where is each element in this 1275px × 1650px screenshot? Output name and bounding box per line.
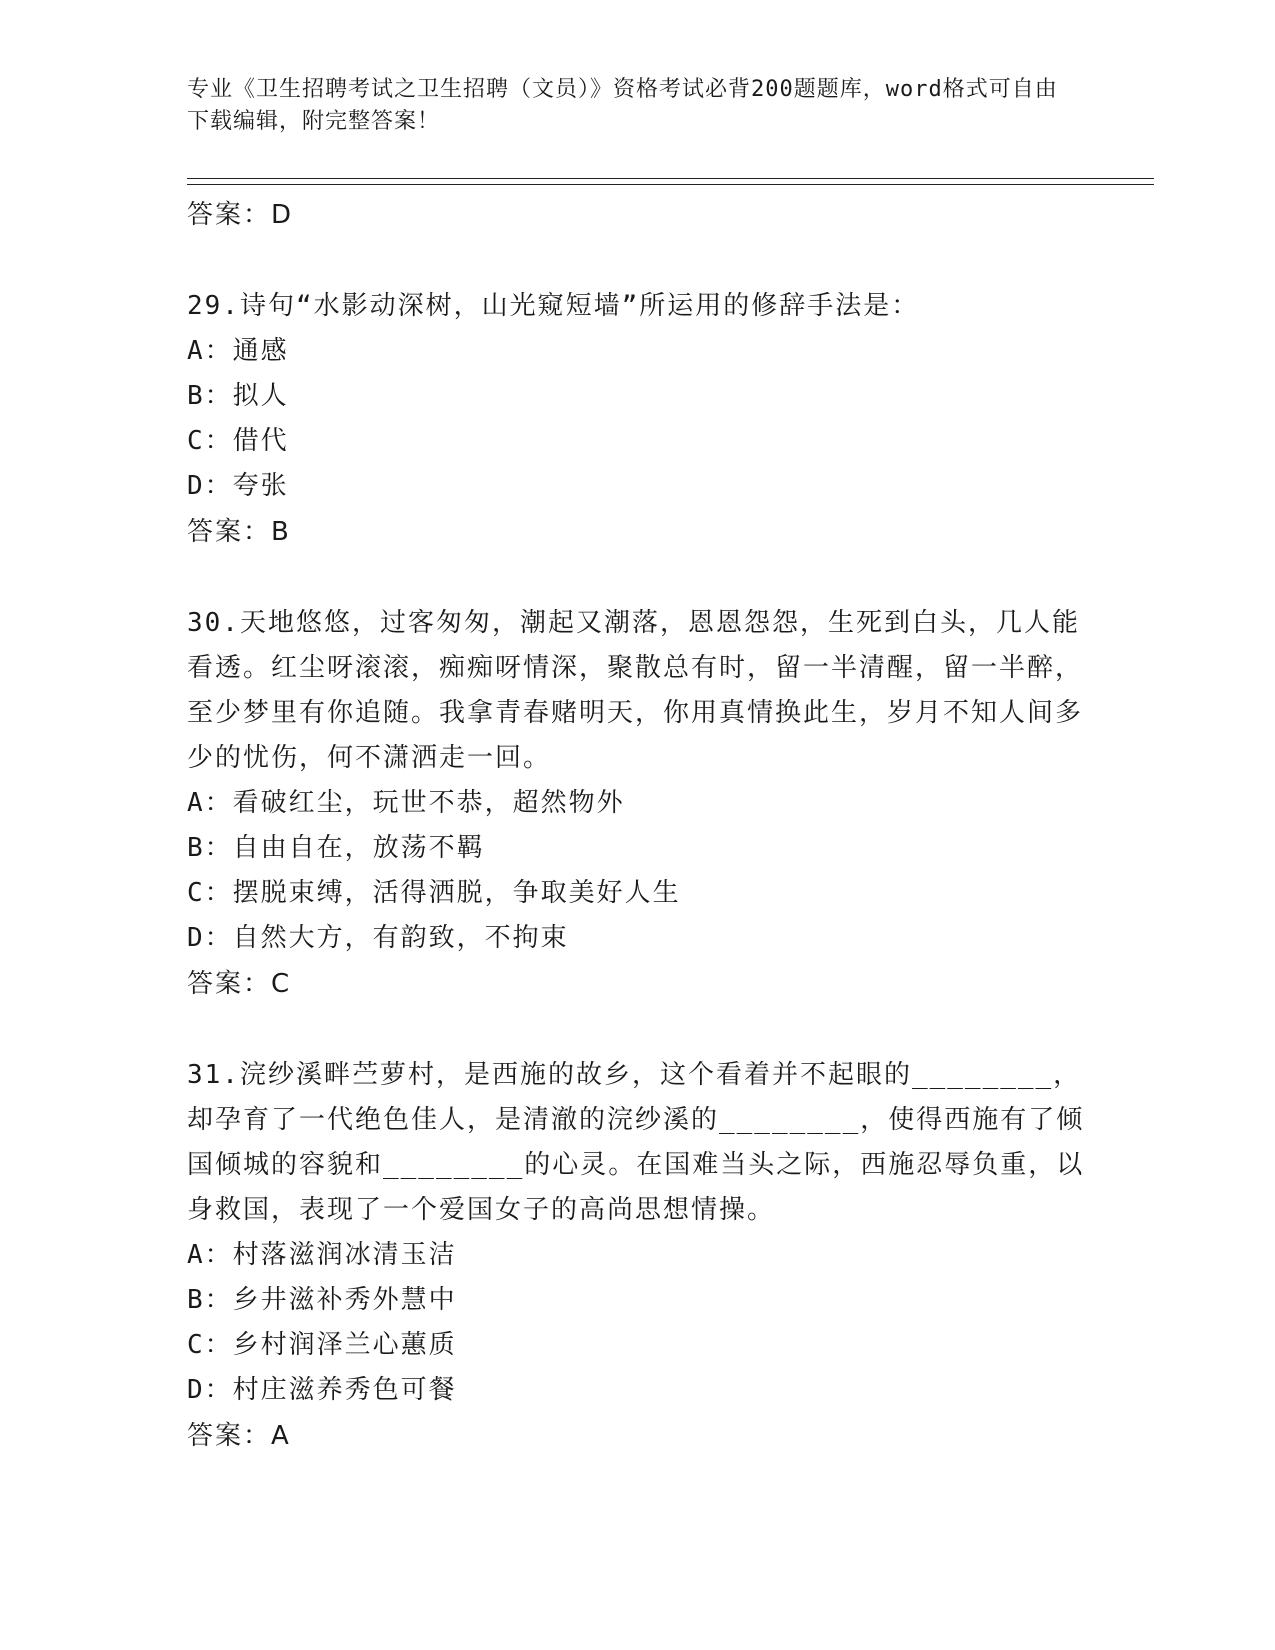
question-30 bbox=[187, 601, 1087, 1007]
answer-line bbox=[187, 192, 1087, 238]
question-stem: 30.天地悠悠，过客匆匆，潮起又潮落，恩恩怨怨，生死到白头，几人能看透。红尘呀滚滚，痴痴呀情深，聚散总有时，留一半清醒，留一半醉，至少梦里有你追随。我拿青春赌明天，你用真情换此生，岁月不知人间多少的忧伤，何不潇洒走一回。 bbox=[187, 608, 1084, 773]
question-31 bbox=[187, 1053, 1087, 1459]
option-d: D：夸张 bbox=[187, 471, 289, 501]
answer-label: 答案： bbox=[187, 969, 272, 999]
question-29 bbox=[187, 284, 1087, 555]
option-a: A：看破红尘，玩世不恭，超然物外 bbox=[187, 788, 625, 818]
option-d: D：村庄滋养秀色可餐 bbox=[187, 1375, 457, 1405]
answer-value: A bbox=[271, 1421, 290, 1451]
document-header: 专业《卫生招聘考试之卫生招聘（文员）》资格考试必背200题题库，word格式可自由下载编辑，附完整答案！ bbox=[187, 77, 1058, 134]
question-list bbox=[187, 188, 1087, 1459]
option-c: C：借代 bbox=[187, 426, 289, 456]
answer-value: C bbox=[271, 969, 291, 999]
option-b: B：拟人 bbox=[187, 381, 289, 411]
answer-line bbox=[187, 961, 1087, 1007]
answer-label: 答案： bbox=[187, 1421, 272, 1451]
option-a: A：村落滋润冰清玉洁 bbox=[187, 1240, 457, 1270]
header-divider-top bbox=[187, 178, 1154, 179]
option-c: C：乡村润泽兰心蕙质 bbox=[187, 1330, 457, 1360]
option-b: B：乡井滋补秀外慧中 bbox=[187, 1285, 457, 1315]
option-b: B：自由自在，放荡不羁 bbox=[187, 833, 485, 863]
answer-line bbox=[187, 509, 1087, 555]
answer-value: B bbox=[271, 517, 290, 547]
answer-line bbox=[187, 1413, 1087, 1459]
option-d: D：自然大方，有韵致，不拘束 bbox=[187, 923, 569, 953]
question-stem: 31.浣纱溪畔苎萝村，是西施的故乡，这个看着并不起眼的________，却孕育了一代绝色佳人，是清澈的浣纱溪的________，使得西施有了倾国倾城的容貌和________的心灵。在国难当头之际，西施忍辱负重，以身救国，表现了一个爱国女子的高尚思想情操。 bbox=[187, 1060, 1085, 1225]
option-c: C：摆脱束缚，活得洒脱，争取美好人生 bbox=[187, 878, 681, 908]
header-divider-bottom bbox=[187, 184, 1154, 185]
option-a: A：通感 bbox=[187, 336, 289, 366]
question-stem: 29.诗句“水影动深树，山光窥短墙”所运用的修辞手法是： bbox=[187, 291, 920, 321]
answer-label: 答案： bbox=[187, 200, 272, 230]
answer-label: 答案： bbox=[187, 517, 272, 547]
answer-value: D bbox=[271, 200, 293, 230]
